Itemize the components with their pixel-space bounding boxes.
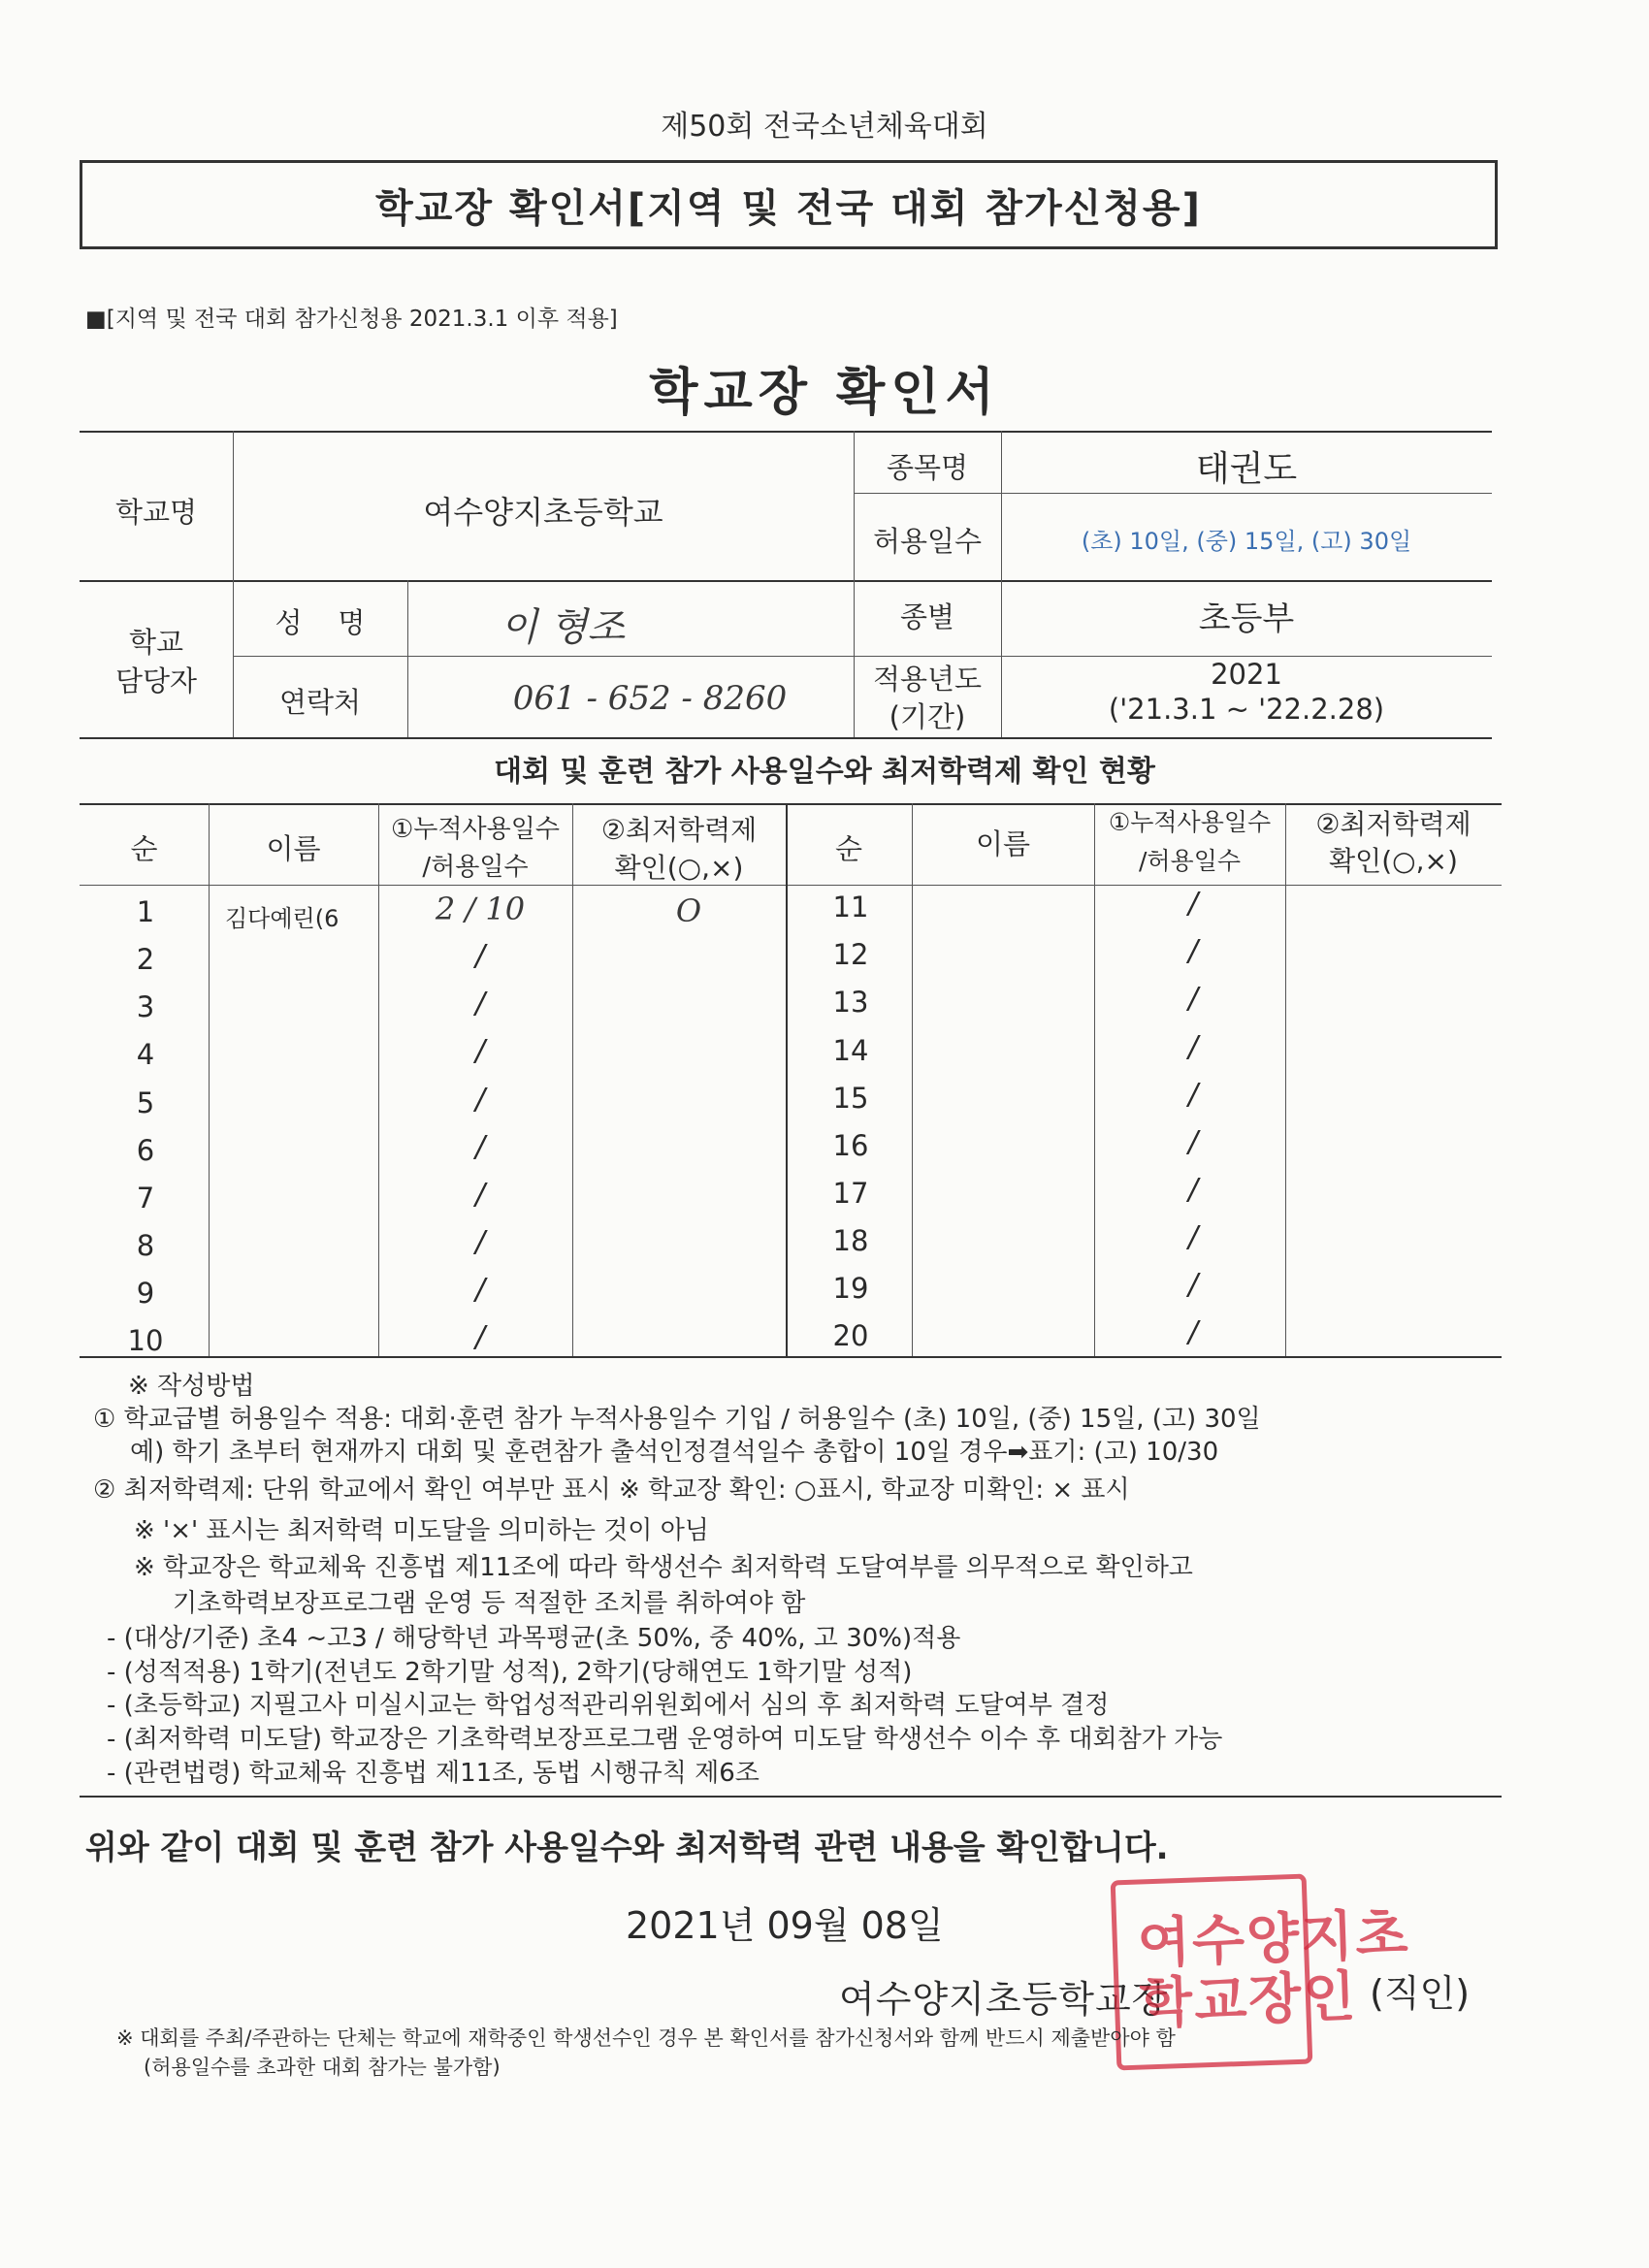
year-value-1: 2021 bbox=[1211, 658, 1282, 691]
notes-line: - (최저학력 미도달) 학교장은 기초학력보장프로그램 운영하여 미도달 학생선수 이수 후 대회참가 가능 bbox=[107, 1725, 1223, 1754]
header-days-left-2: /허용일수 bbox=[422, 853, 529, 882]
table-row-days: / bbox=[1187, 1315, 1199, 1349]
table-title: 대회 및 훈련 참가 사용일수와 최저학력제 확인 현황 bbox=[494, 755, 1155, 789]
header-days-left-1: ①누적사용일수 bbox=[390, 815, 560, 844]
sport-label: 종목명 bbox=[886, 451, 969, 484]
notes-line: ② 최저학력제: 단위 학교에서 확인 여부만 표시 ※ 학교장 확인: ○표시, 학교장 미확인: × 표시 bbox=[93, 1475, 1130, 1505]
allowed-days-label: 허용일수 bbox=[872, 525, 983, 558]
notes-line: 기초학력보장프로그램 운영 등 적절한 조치를 취하여야 함 bbox=[173, 1589, 806, 1618]
table-row-num: 6 bbox=[136, 1134, 155, 1167]
contact-value: 061 - 652 - 8260 bbox=[512, 679, 788, 718]
table-row-num: 16 bbox=[832, 1129, 869, 1162]
year-value-2: ('21.3.1 ~ '22.2.28) bbox=[1108, 693, 1385, 726]
table-row-days: / bbox=[474, 1273, 486, 1307]
table-row-num: 13 bbox=[832, 986, 869, 1019]
manager-label-1: 학교 bbox=[128, 626, 184, 659]
notes-line: - (성적적용) 1학기(전년도 2학기말 성적), 2학기(당해연도 1학기말 성적) bbox=[107, 1658, 913, 1687]
header-num-left: 순 bbox=[130, 832, 158, 865]
table-row-num: 11 bbox=[832, 891, 869, 923]
footer-note-1: ※ 대회를 주최/주관하는 단체는 학교에 재학중인 학생선수인 경우 본 확인서를 참가신청서와 함께 반드시 제출받아야 함 bbox=[116, 2026, 1176, 2050]
confirmation-statement: 위와 같이 대회 및 훈련 참가 사용일수와 최저학력 관련 내용을 확인합니다. bbox=[85, 1829, 1169, 1867]
table-row-num: 20 bbox=[832, 1319, 869, 1352]
table-row-days: / bbox=[1187, 1173, 1199, 1207]
table-row-num: 4 bbox=[136, 1038, 155, 1071]
header-num-right: 순 bbox=[834, 832, 862, 865]
name-label: 성 명 bbox=[275, 606, 366, 639]
table-row-days: / bbox=[1187, 1220, 1199, 1254]
table-row-days: / bbox=[1187, 1078, 1199, 1112]
table-row-days: / bbox=[474, 1178, 486, 1212]
notes-line: ※ 학교장은 학교체육 진흥법 제11조에 따라 학생선수 최저학력 도달여부를 의무적으로 확인하고 bbox=[134, 1553, 1193, 1582]
notes-line: ※ '×' 표시는 최저학력 미도달을 의미하는 것이 아님 bbox=[134, 1516, 709, 1545]
footer-note-2: (허용일수를 초과한 대회 참가는 불가함) bbox=[144, 2056, 501, 2079]
confirmation-date: 2021년 09월 08일 bbox=[626, 1904, 944, 1947]
sport-value: 태권도 bbox=[1195, 449, 1298, 489]
table-row-days: / bbox=[1187, 1125, 1199, 1159]
seal-label: (직인) bbox=[1370, 1972, 1471, 2015]
divider bbox=[80, 1796, 1502, 1798]
header-days-right-1: ①누적사용일수 bbox=[1108, 808, 1272, 836]
table-row-num: 8 bbox=[136, 1229, 155, 1262]
notes-line: ① 학교급별 허용일수 적용: 대회·훈련 참가 누적사용일수 기입 / 허용일수 (초) 10일, (중) 15일, (고) 30일 bbox=[93, 1405, 1261, 1434]
doc-title: 학교장 확인서 bbox=[649, 364, 1000, 422]
manager-label-2: 담당자 bbox=[114, 664, 198, 697]
box-title: 학교장 확인서[지역 및 전국 대회 참가신청용] bbox=[80, 160, 1498, 249]
stamp-text: 여수양지초 학교장인 bbox=[1136, 1903, 1411, 2036]
table-row-num: 7 bbox=[136, 1182, 155, 1215]
table-row-num: 19 bbox=[832, 1272, 869, 1305]
table-row-days: / bbox=[474, 1034, 486, 1068]
table-row-days: / bbox=[474, 1130, 486, 1164]
principal-name: 여수양지초등학교장 bbox=[839, 1978, 1169, 2021]
table-row-num: 2 bbox=[136, 943, 155, 976]
table-row-num: 12 bbox=[832, 938, 869, 971]
header-days-right-2: /허용일수 bbox=[1138, 847, 1242, 875]
table-row-num: 10 bbox=[127, 1324, 164, 1357]
table-row-num: 9 bbox=[136, 1277, 155, 1310]
table-row-num: 14 bbox=[832, 1034, 869, 1067]
allowed-days-value: (초) 10일, (중) 15일, (고) 30일 bbox=[1081, 528, 1412, 555]
table-row-days: / bbox=[474, 1083, 486, 1117]
table-row-num: 1 bbox=[136, 895, 155, 928]
table-row-days: / bbox=[474, 987, 486, 1021]
header-check-right-2: 확인(○,×) bbox=[1329, 845, 1458, 877]
contact-label: 연락처 bbox=[278, 686, 362, 719]
table-row-days: / bbox=[1187, 1030, 1199, 1064]
notes-heading: ※ 작성방법 bbox=[128, 1372, 255, 1401]
division-label: 종별 bbox=[899, 600, 955, 633]
table-row-days: / bbox=[1187, 934, 1199, 968]
notes-line: - (초등학교) 지필고사 미실시교는 학업성적관리위원회에서 심의 후 최저학력 도달여부 결정 bbox=[107, 1691, 1110, 1720]
name-value: 이 형조 bbox=[500, 605, 626, 650]
table-row-num: 3 bbox=[136, 990, 155, 1023]
table-row-num: 18 bbox=[832, 1224, 869, 1257]
header-name-left: 이름 bbox=[266, 832, 321, 865]
notes-line: 예) 학기 초부터 현재까지 대회 및 훈련참가 출석인정결석일수 총합이 10일 경우➡표기: (고) 10/30 bbox=[130, 1438, 1219, 1467]
table-row-days: / bbox=[474, 939, 486, 973]
table-row-days: / bbox=[1187, 1268, 1199, 1302]
table-row-days: 2 / 10 bbox=[435, 891, 526, 927]
event-title: 제50회 전국소년체육대회 bbox=[661, 110, 988, 144]
header-check-right-1: ②최저학력제 bbox=[1315, 808, 1471, 840]
table-row-name: 김다예린(6 bbox=[225, 905, 340, 932]
year-label-2: (기간) bbox=[889, 700, 966, 733]
table-row-days: / bbox=[474, 1225, 486, 1259]
header-check-left-1: ②최저학력제 bbox=[600, 814, 758, 846]
school-value: 여수양지초등학교 bbox=[423, 494, 663, 531]
table-row-check: O bbox=[675, 892, 702, 929]
division-value: 초등부 bbox=[1198, 599, 1295, 638]
table-row-days: / bbox=[1187, 887, 1199, 921]
header-check-left-2: 확인(○,×) bbox=[614, 852, 744, 884]
notes-line: - (관련법령) 학교체육 진흥법 제11조, 동법 시행규칙 제6조 bbox=[107, 1759, 760, 1788]
table-row-num: 5 bbox=[136, 1086, 155, 1119]
table-row-num: 15 bbox=[832, 1082, 869, 1115]
school-label: 학교명 bbox=[114, 496, 198, 529]
year-label-1: 적용년도 bbox=[872, 663, 983, 696]
notes-line: - (대상/기준) 초4 ~고3 / 해당학년 과목평균(초 50%, 중 40%, 고 30%)적용 bbox=[107, 1624, 961, 1653]
sub-note: ■[지역 및 전국 대회 참가신청용 2021.3.1 이후 적용] bbox=[85, 307, 618, 332]
table-row-num: 17 bbox=[832, 1177, 869, 1210]
header-name-right: 이름 bbox=[975, 827, 1031, 860]
table-row-days: / bbox=[1187, 982, 1199, 1016]
table-row-days: / bbox=[474, 1320, 486, 1354]
